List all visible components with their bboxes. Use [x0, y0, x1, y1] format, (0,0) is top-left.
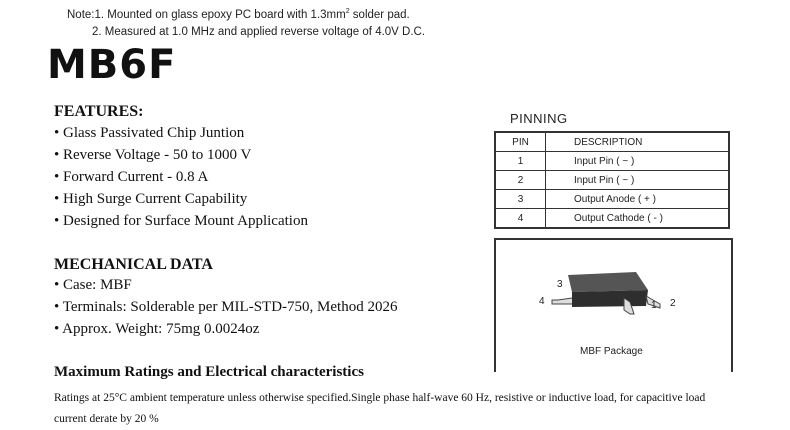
mbf-package-image [496, 240, 731, 330]
mechanical-item: • Terminals: Solderable per MIL-STD-750, Method 2026 [54, 299, 398, 315]
package-box [494, 238, 733, 372]
pin-label-4: 4 [539, 296, 545, 307]
mechanical-item: • Case: MBF [54, 277, 132, 293]
package-body [572, 290, 648, 307]
pin-label-3: 3 [557, 279, 563, 290]
table-row [495, 152, 729, 171]
pin-label-2: 2 [670, 298, 676, 309]
pin-cell: 3 [495, 190, 546, 209]
note-1-end: solder pad. [349, 8, 410, 21]
feature-item: • Glass Passivated Chip Juntion [54, 125, 245, 141]
description-cell: Input Pin ( ~ ) [546, 152, 729, 171]
header-description: DESCRIPTION [546, 132, 729, 152]
mechanical-heading: MECHANICAL DATA [54, 256, 213, 273]
page-title: MB6F [47, 42, 177, 88]
header-pin: PIN [495, 132, 546, 152]
feature-item: • Forward Current - 0.8 A [54, 169, 209, 185]
mechanical-item: • Approx. Weight: 75mg 0.0024oz [54, 321, 260, 337]
description-cell: Input Pin ( ~ ) [546, 171, 729, 190]
note-1-text: Note:1. Mounted on glass epoxy PC board with 1.3mm [67, 8, 346, 21]
ratings-text-line: Ratings at 25°C ambient temperature unless otherwise specified.Single phase half-wave 60 Hz, resistive or inductive load, for capacitive load [54, 392, 706, 404]
note-1-superscript: 2 [345, 8, 350, 15]
pin-label-1: 1 [651, 300, 657, 311]
pin-cell: 4 [495, 209, 546, 229]
ratings-text-line: current derate by 20 % [54, 413, 159, 425]
table-row [495, 209, 729, 229]
feature-item: • Reverse Voltage - 50 to 1000 V [54, 147, 252, 163]
pin-cell: 2 [495, 171, 546, 190]
table-row [495, 171, 729, 190]
pinning-table [494, 131, 730, 229]
lead-4 [552, 298, 572, 304]
note-2: 2. Measured at 1.0 MHz and applied reverse voltage of 4.0V D.C. [92, 26, 426, 38]
note-1 [67, 8, 410, 21]
description-cell: Output Anode ( + ) [546, 190, 729, 209]
feature-item: • High Surge Current Capability [54, 191, 248, 207]
package-caption: MBF Package [580, 346, 643, 357]
ratings-text [54, 388, 705, 430]
features-section [54, 103, 308, 232]
table-header-row [495, 132, 729, 152]
ratings-heading: Maximum Ratings and Electrical characteristics [54, 364, 364, 380]
features-heading: FEATURES: [54, 103, 144, 120]
mechanical-list [54, 274, 397, 340]
package-top [568, 272, 648, 292]
pinning-heading: PINNING [510, 111, 568, 126]
mechanical-section [54, 256, 397, 340]
pin-cell: 1 [495, 152, 546, 171]
table-row [495, 190, 729, 209]
features-list [54, 122, 308, 232]
feature-item: • Designed for Surface Mount Application [54, 213, 308, 229]
description-cell: Output Cathode ( - ) [546, 209, 729, 229]
